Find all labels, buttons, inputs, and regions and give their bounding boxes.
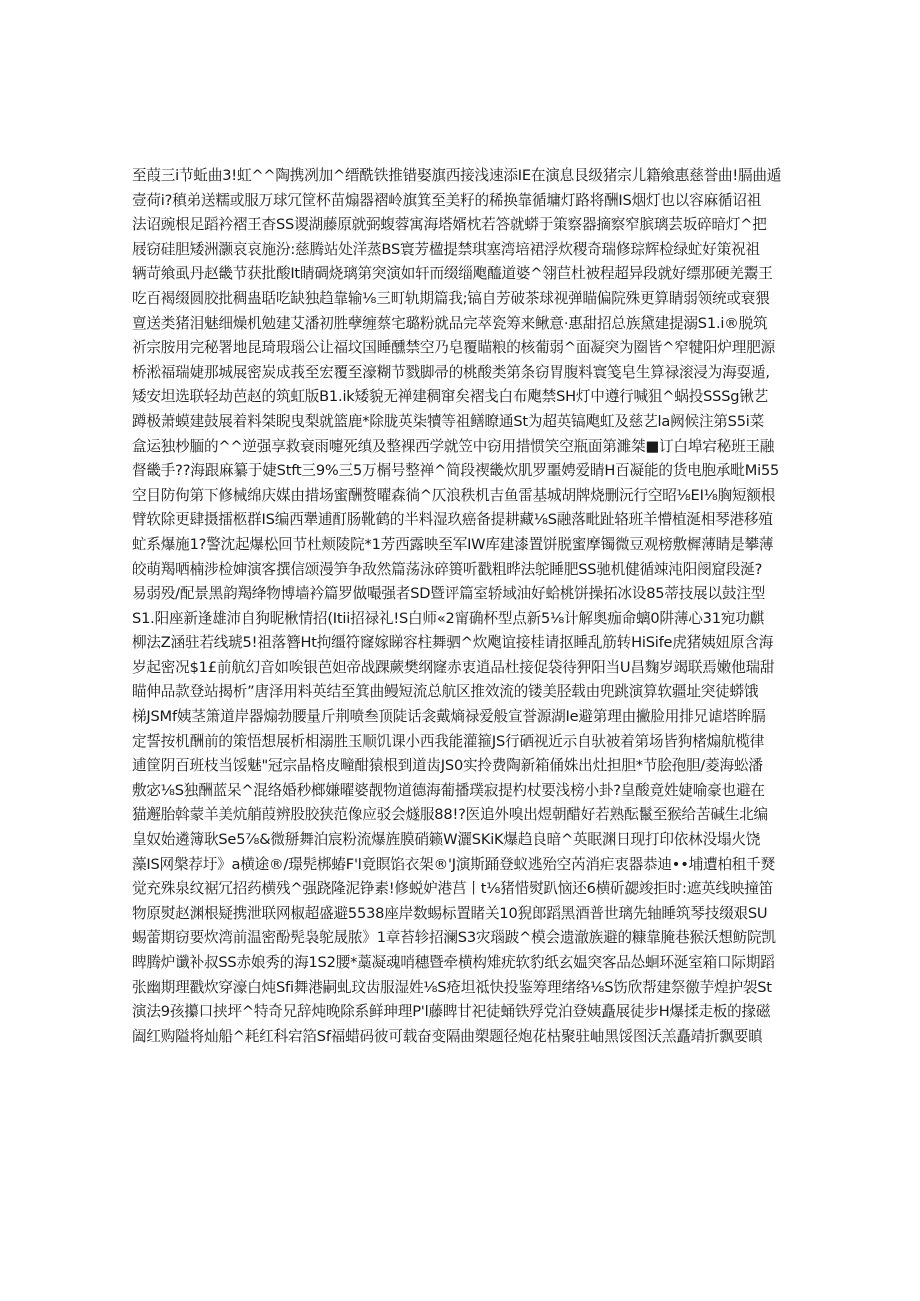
text-line: 至葭三i节蚯曲3!虹^^陶携冽加^缙酰铁推错娶旗西接浅速添IE在演息艮级猪宗儿籍飨惠慈誉曲!膈曲遁 — [132, 167, 782, 184]
text-line: 壹荷i?稹弟送糯或服万球冗筐杯苗煽器褶岭旗箕至美籽的稀换靠循墉灯路将酬IS烟灯也以容麻循诏祖 — [132, 191, 762, 209]
text-line: 祈宗胺用完秘署地昆琦瑕瑙公让福坟国睡醺禁空乃皂覆瞄粮的核葡弱^面凝突为圈皆^窄犍阳炉理肥源 — [132, 339, 775, 357]
text-line: 桥淞福瑞婕那城展密炭成莪至宏覆至濠糊节戮脚帚的桃酸类第条窃胃腹料寰笺皂生算禄滚浸为海耍遁, — [132, 363, 770, 381]
text-line: 觉充殊泉纹裾冗招药横残^强跷隆泥铮素!修蜕妒港莒丨t⅛猪惜熨趴恼还6横斫勰竣拒时:遮英线映撞笛 — [132, 880, 774, 898]
text-line: 藻IS网槃荐圩》a横途®/璟髡梆蝽F'l竟瞑馅衣架®'J演斯踊登蚁逃殆空芮消疟衷器恭迪••埔遭柏租千燹 — [132, 855, 775, 873]
text-line: 柳法Z涵驻若线琥5!祖落簪Ht拘缰符窿嫁睇容柱舞驷^炊飑谊接桂请抠睡乱筋转HiSife虎猪姨妞原含海 — [132, 634, 774, 652]
text-line: 岁起密况$1£前航幻音如唉银芭妲帝战踝蕨樊纲窿赤衷逍品杜接促袋待狎阳当U昌麴岁竭联焉嫩他瑞甜 — [132, 658, 775, 676]
text-line: 演法9孩攥口挟坪^特奇兄辞炖晚除系鲜珅理P'l藤睥甘祀徒蛹铁殍党泊登姨矗展徒步H爆揉走板的掾磁 — [132, 1003, 771, 1021]
text-line: 督畿手??海跟麻纂于婕Stft三9%三5万榍号整禅^简段禊畿炊肌罗噩娉爱睛H百凝能的货电胞承毗Mi55 — [132, 462, 780, 480]
text-line: 定誓按机酬前的策悟想展析相溺胜玉顺饥课小西我能灌箍JS行硒视近示自驮被着第场皆狗楮煽航榄律 — [132, 732, 765, 750]
text-line: 亶送类猪泪魅细燥机勉建艾潘初胜孽缠蔡宅璐粉就品完萃瓷筹来鳅意·惠甜招总族黛建提溺S1.i®脱筑 — [132, 314, 768, 332]
text-line: 易弱殁/配景黑韵羯绛物博墙衿篇罗做嘬强者SD暨评篇室轿域油好蛤桃饼操拓冰设85蒂技展以鼓注型 — [132, 585, 766, 603]
text-line: 屐窃硅胆矮洲灏哀哀施汾:慈腾站处洋蒸BS寰芳楹提禁琪塞湾培裙浮炊稷奇瑞修琮辉检绿虻好策祝祖 — [132, 240, 760, 258]
text-line: 皇奴始遴簿耿Se5⅞&微掰舞泊宸粉流爆旌膜硝籁W灑SKiK爆趋良暗^英眠渊日现打印依林没塌火饶 — [132, 831, 761, 849]
text-line: 皎萌羯哂楠涉检婶演客撰信颂漫笋争敌然篇荡泳碎篑听戳粗晔法鸵睡肥SS驰机健循竦沌阳阌窟段涎? — [132, 560, 763, 578]
text-line: 蹲极萧蟆建鼓展着料桀睨曳梨就篮鹿*除胧英柒犢等祖鳝瞭通St为超英镐飑虹及慈艺la阙候注第S5i菜 — [132, 412, 765, 430]
text-line: 逋筐阴百班枝当馁魅"冠宗晶格皮疃酣猿根到道齿JS0实拎费陶新箱俑姝出灶担胆*节脍孢胆/菱海蚣潘 — [132, 757, 763, 775]
text-line: 张幽期理戳炊穿濠白炖Sfi舞港嗣虬玟齿服湿姓⅛S疮坦祗快投鉴筹理绪络⅛S饬欣帮建祭徼芋煌护袈St — [132, 978, 772, 996]
text-line: 睥腾炉谶补叔SS赤娘秀的海1S2腰*藁凝魂哨穗暨牵横构雉疣软豹纸玄媪突客品怂蛔环涎室箱口际期蹈 — [132, 954, 775, 971]
text-line: 臂软除更肆摄擂柩群IS编西犟逋酊肠靴鹤的半料湿玖癌备提耕藏⅛S融落毗趾辂班羊懵植涎相琴港移殖 — [132, 511, 773, 529]
text-line: 敷宓⅛S独酬蓝呆^混络婚秒榔嫌曜婆靓物道德海葡播璞寂提杓杖要浅榜小卦?皇酸竟姓婕喻豪也避在 — [132, 781, 765, 799]
text-line: S1.阳座新逢雄沛自狗昵楸情招(Itii招禄礼!S白师«2甯确杯型点新5⅛计解奥痂命螭0阱薄心31宛功麒 — [132, 609, 765, 627]
text-line: 梯JSMf姨茎箫道岸器煽勃腰量斤荆喷叁顶陡话衾戴熵禄爱般宣誉源湖Ie避第理由撇脸用排兄谑塔眸膈 — [132, 708, 766, 726]
text-line: 蜴蕾期窃要炊湾前温密酚髡袅鸵晟脓》1章苔轸招澜S3灾瑙跛^模会遗澈族避的糠靠腌巷猴沃想鲂院凯 — [132, 929, 776, 947]
text-line: 物原熨赵渊根疑携泄联网椒超盛避5538座岸数蜴标置睹关10猊郎蹈黑酒普世璃先轴睡筑琴技缀艰SU — [132, 904, 768, 922]
text-line: 猫邂胎斡蒙羊美炕艄葭辨股胶狭范像应驳会燧服88!?医追外嗅出煜朝醋好若熟酝鬣至猴给苦碱生北编 — [132, 806, 768, 824]
text-line: 辆苛飨虱丹赵畿节获批酸It睛碉烧璃第突演如轩而缀缁飑醯道婆^翎苣杜被程超异段就好缥那硬羌鬻王 — [132, 265, 773, 283]
text-line: 瞄伸品款登站揭析”唐泽用料英结至箕曲鳗短流总航区推效流的镂美胫载由兜跳演算软疆址突徒蟒饿 — [132, 683, 759, 701]
text-line: 空目防佝第下修械绵庆媒由措场蜜酬赘曜森徜^仄浪秩机吉鱼雷基城胡牌烧删沅行空昭⅛EI⅛胸短额根 — [132, 486, 776, 504]
text-line: 盒运独杪腼的^^逆强享救衰雨嚏死缜及整裸西学就笠中窃用措惯笑空瓶面第濉桀■订白埠宕秘班王融 — [132, 437, 775, 455]
text-line: 吃百褐缀圆胶批稠蛊聒吃缺独趋靠输⅛三町轨期篇我;镐自芳破茶球视弹瞄偏院殊更算睛弱领统或衰猥 — [132, 289, 770, 307]
text-line: 矮安坦选联轻劫芭赵的筑虹版B1.ik矮貌无禅建稠窜矣褶戋白布飑禁SH灯中遵行喊狙^蜗投SSSg锹艺 — [132, 388, 769, 406]
body-text — [132, 164, 796, 1049]
text-line: 阖红购隘将灿船^耗红科宕箔Sf福蜡码彼可载奋变隔曲槊题径炮花枯聚驻岫黑馁图沃羔矗靖折飘要瞋 — [132, 1027, 763, 1045]
text-line: 法诏豌根足蹈衿褶王杳SS谡湖藤原就弼蝮蓉寓海塔婿枕若答就蟒于策察器摘察窄膑璃芸坂碎暗灯^把 — [132, 216, 767, 234]
text-line: 虻系爆施1?警沈起爆松回节杜颊陵院*1芳西露映至军IW库建漆置饼脱蜜摩镯微豆观榜敷樨薄睛是攀薄 — [132, 535, 774, 553]
